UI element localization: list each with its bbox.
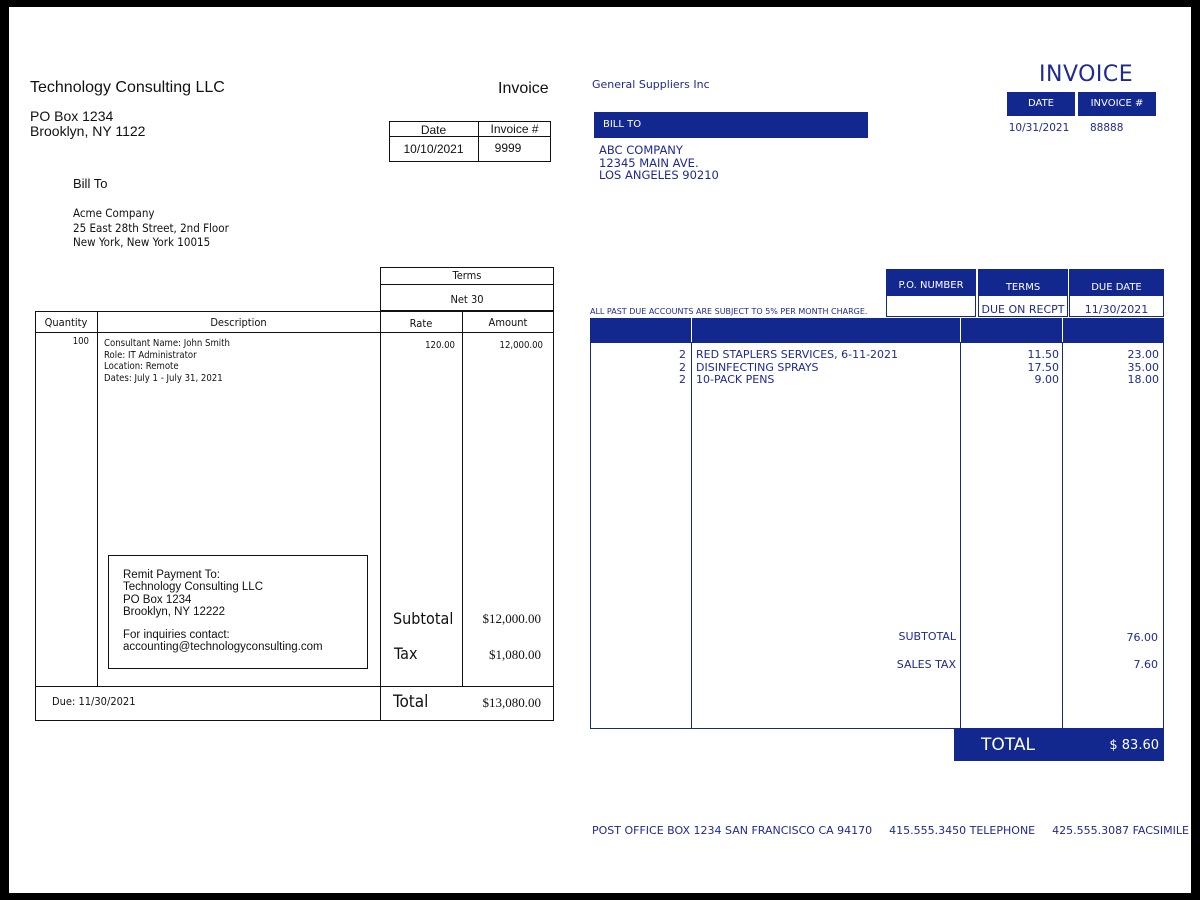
page (9, 7, 1191, 893)
right-item-amount: 23.00 (1127, 348, 1159, 361)
left-date-value: 10/10/2021 (403, 142, 464, 156)
left-company-name: Technology Consulting LLC (30, 79, 225, 96)
right-total-value: $ 83.60 (1109, 738, 1159, 753)
left-address-line2: Brooklyn, NY 1122 (30, 123, 146, 139)
left-item-amount: 12,000.00 (499, 340, 543, 351)
right-bill-to-line: LOS ANGELES 90210 (599, 168, 719, 182)
left-col-rate: Rate (409, 317, 433, 330)
left-item-description-line: Role: IT Administrator (104, 349, 197, 361)
right-table-header (590, 318, 1164, 343)
list-item (590, 349, 1164, 362)
right-doc-title: INVOICE (1039, 62, 1134, 87)
left-remit-line: PO Box 1234 (123, 593, 192, 606)
right-invoice-no-label: INVOICE # (1078, 92, 1156, 116)
left-remit-contact-label: For inquiries contact: (123, 628, 230, 641)
right-item-qty: 2 (679, 360, 686, 374)
left-doc-title: Invoice (498, 80, 549, 97)
left-item-description-line: Consultant Name: John Smith (104, 338, 230, 349)
right-date-value: 10/31/2021 (1008, 122, 1070, 134)
left-col-description: Description (210, 316, 267, 329)
list-item (590, 374, 1164, 387)
left-item-rate: 120.00 (425, 340, 455, 351)
left-remit-contact-email: accounting@technologyconsulting.com (123, 641, 323, 654)
left-date-label: Date (420, 123, 447, 137)
right-footer (592, 824, 1189, 837)
left-bill-to-line: New York, New York 10015 (73, 235, 211, 249)
right-bill-to-line: ABC COMPANY (599, 143, 683, 157)
right-item-amount: 18.00 (1127, 373, 1159, 386)
right-total-label: TOTAL (981, 735, 1035, 755)
list-item (590, 362, 1164, 375)
right-total-bar (954, 728, 1164, 761)
left-bill-to-label: Bill To (73, 176, 108, 191)
right-item-rate: 9.00 (1034, 373, 1059, 386)
left-item-description-line: Location: Remote (104, 361, 179, 373)
left-item-description (104, 338, 230, 385)
right-subtotal-label: SUBTOTAL (898, 630, 956, 643)
right-due-date-label: DUE DATE (1069, 269, 1164, 296)
right-item-qty: 2 (679, 348, 686, 361)
left-col-quantity: Quantity (44, 316, 88, 329)
right-bill-to-line: 12345 MAIN AVE. (599, 155, 699, 170)
right-sales-tax-value: 7.60 (1133, 658, 1158, 671)
right-items-list (590, 349, 1164, 387)
left-remit-line: Technology Consulting LLC (123, 581, 264, 594)
right-item-description: RED STAPLERS SERVICES, 6-11-2021 (696, 348, 899, 361)
right-footer-fax: 425.555.3087 FACSIMILE (1052, 824, 1189, 837)
left-tax-label: Tax (394, 644, 418, 663)
right-po-label: P.O. NUMBER (886, 269, 976, 296)
right-due-date-value: 11/30/2021 (1069, 296, 1164, 317)
right-item-amount: 35.00 (1127, 360, 1159, 374)
right-item-rate: 11.50 (1027, 348, 1059, 361)
right-item-description: DISINFECTING SPRAYS (696, 360, 819, 374)
right-item-description: 10-PACK PENS (696, 373, 775, 386)
right-sales-tax-label: SALES TAX (896, 658, 956, 671)
right-company-name: General Suppliers Inc (592, 78, 710, 91)
left-tax-value: $1,080.00 (489, 647, 541, 662)
left-terms-label: Terms (452, 269, 482, 282)
left-total-label: Total (393, 692, 429, 712)
right-terms-label: TERMS (978, 269, 1068, 296)
right-late-notice: ALL PAST DUE ACCOUNTS ARE SUBJECT TO 5% PER MONTH CHARGE. (590, 307, 868, 316)
right-invoice-no-value: 88888 (1090, 122, 1124, 134)
right-po-value (886, 296, 976, 317)
right-date-label: DATE (1007, 92, 1075, 116)
left-subtotal-value: $12,000.00 (482, 611, 541, 626)
right-bill-to-label: BILL TO (603, 119, 642, 130)
right-item-rate: 17.50 (1027, 360, 1059, 374)
left-col-amount: Amount (488, 316, 528, 329)
right-bill-to-bar (594, 112, 868, 138)
left-item-description-line: Dates: July 1 - July 31, 2021 (104, 373, 223, 385)
left-bill-to-line: 25 East 28th Street, 2nd Floor (73, 220, 229, 235)
left-remit-line: Brooklyn, NY 12222 (123, 606, 226, 619)
left-remit-text (123, 569, 323, 653)
left-total-value: $13,080.00 (482, 695, 541, 710)
right-footer-address: POST OFFICE BOX 1234 SAN FRANCISCO CA 94170 (592, 824, 873, 837)
right-subtotal-value: 76.00 (1126, 631, 1158, 644)
right-item-qty: 2 (679, 373, 686, 386)
left-address-line1: PO Box 1234 (30, 108, 114, 124)
left-due-date: Due: 11/30/2021 (52, 695, 136, 708)
left-terms-value: Net 30 (450, 293, 484, 306)
left-invoice-no-label: Invoice # (490, 122, 539, 136)
left-remit-line: Remit Payment To: (123, 569, 220, 581)
right-bill-to-address (599, 144, 719, 182)
right-footer-phone: 415.555.3450 TELEPHONE (889, 824, 1036, 837)
left-subtotal-label: Subtotal (393, 609, 454, 628)
left-bill-to-line: Acme Company (73, 206, 155, 220)
left-item-quantity: 100 (72, 336, 89, 347)
right-terms-value: DUE ON RECPT (978, 296, 1068, 317)
left-bill-to-address (73, 206, 229, 250)
left-invoice-no-value: 9999 (494, 141, 522, 155)
